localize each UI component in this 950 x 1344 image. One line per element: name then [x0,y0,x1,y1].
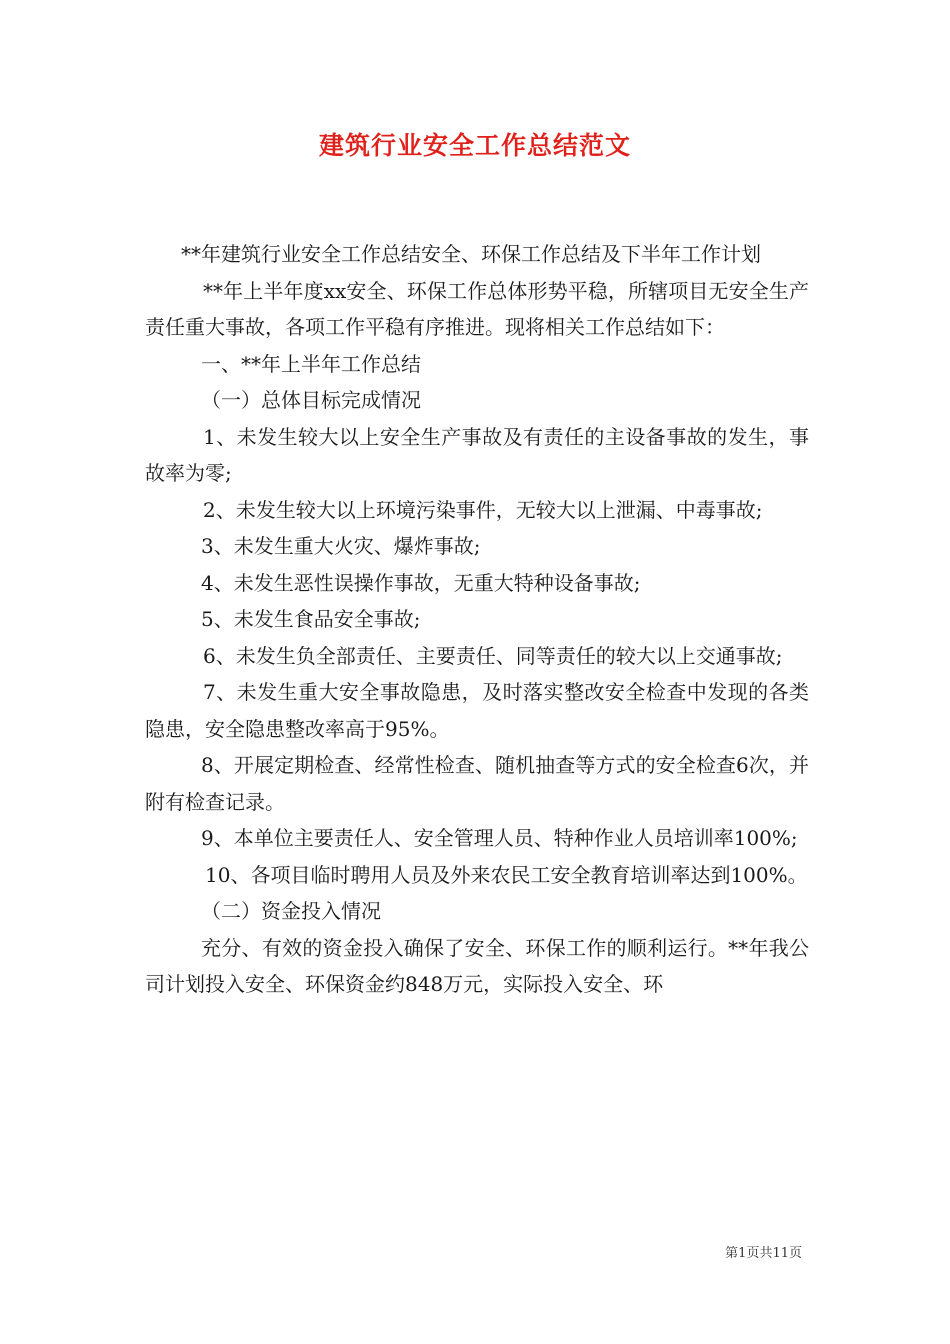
page-number-footer: 第1页共11页 [725,1246,802,1261]
list-item: 5、未发生食品安全事故; [201,607,421,631]
list-item: 4、未发生恶性误操作事故，无重大特种设备事故; [201,570,641,595]
list-item: 9、本单位主要责任人、安全管理人员、特种作业人员培训率100%; [201,826,798,850]
subsection-heading: （二）资金投入情况 [201,899,381,923]
document-body [145,236,809,1003]
list-item: 7、未发生重大安全事故隐患，及时落实整改安全检查中发现的各类隐患，安全隐患整改率高于95%。 [145,680,809,741]
list-item: 2、未发生较大以上环境污染事件，无较大以上泄漏、中毒事故; [203,497,763,522]
paragraph: 充分、有效的资金投入确保了安全、环保工作的顺利运行。**年我公司计划投入安全、环保资金约848万元，实际投入安全、环 [145,935,809,996]
list-item: 3、未发生重大火灾、爆炸事故; [201,534,481,558]
subsection-heading: （一）总体目标完成情况 [201,388,421,412]
list-item: 1、未发生较大以上安全生产事故及有责任的主设备事故的发生，事故率为零; [145,424,809,485]
list-item: 6、未发生负全部责任、主要责任、同等责任的较大以上交通事故; [203,643,783,668]
paragraph: **年建筑行业安全工作总结安全、环保工作总结及下半年工作计划 [181,242,761,266]
list-item: 10、各项目临时聘用人员及外来农民工安全教育培训率达到100%。 [205,862,808,887]
paragraph: **年上半年度xx安全、环保工作总体形势平稳，所辖项目无安全生产责任重大事故，各项工作平稳有序推进。现将相关工作总结如下： [145,278,809,339]
section-heading: 一、**年上半年工作总结 [201,351,421,376]
document-title: 建筑行业安全工作总结范文 [318,131,631,160]
list-item: 8、开展定期检查、经常性检查、随机抽查等方式的安全检查6次，并附有检查记录。 [145,753,809,814]
